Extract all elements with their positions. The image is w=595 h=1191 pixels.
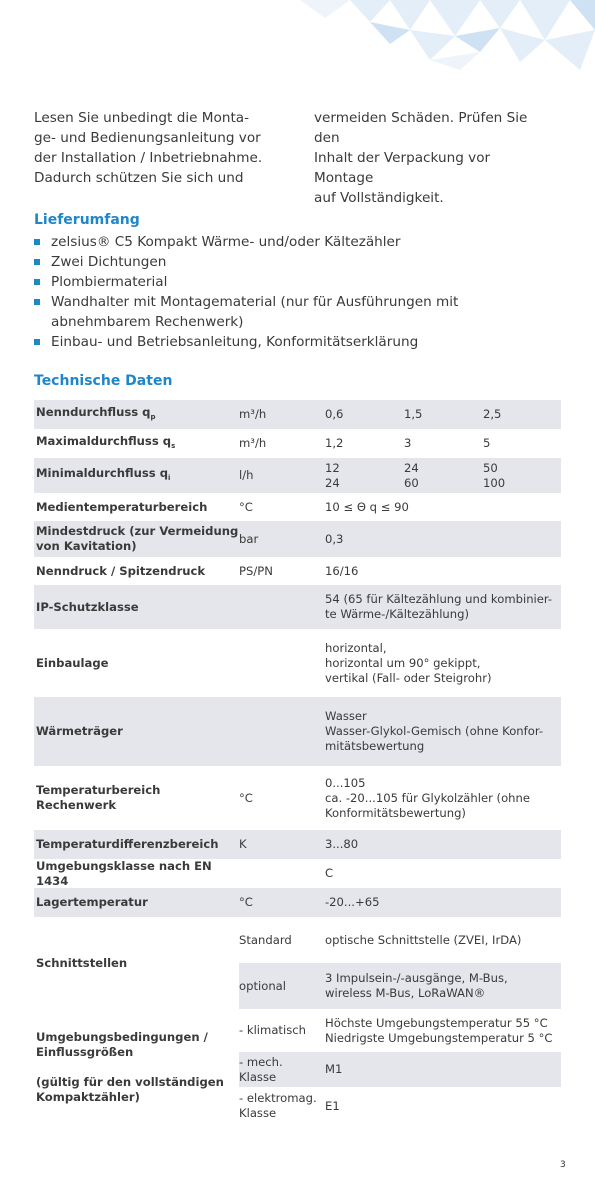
row-unit: - mech. Klasse (239, 1054, 283, 1084)
row-value: 10 ≤ Θ q ≤ 90 (325, 499, 409, 514)
list-item-text: Plombiermaterial (51, 274, 168, 290)
list-item (34, 332, 514, 352)
row-label: Einbaulage (36, 655, 109, 670)
row-unit: optional (239, 978, 286, 993)
intro-paragraph-2: vermeiden Schäden. Prüfen Sie den Inhalt der Verpackung vor Montage auf Vollständigkeit. (314, 110, 528, 206)
row-label: Mindestdruck (zur Vermeidung von Kavitation) (36, 524, 239, 553)
row-value-1: 12 24 (325, 460, 340, 490)
row-unit: °C (239, 790, 253, 805)
group-rows (239, 1009, 561, 1125)
row-value: optische Schnittstelle (ZVEI, IrDA) (325, 932, 522, 947)
table-row-ip-schutzklasse (34, 585, 561, 629)
table-row-nenndurchfluss (34, 400, 561, 429)
table-row-medientemperatur (34, 493, 561, 521)
row-unit: l/h (239, 468, 254, 482)
row-value: 54 (65 für Kältezählung und kombinier- te Wärme-/Kältezählung) (325, 592, 553, 621)
row-value: 0...105 ca. -20...105 für Glykolzähler (ohne Konformitätsbewertung) (325, 775, 531, 820)
table-row-nenndruck (34, 557, 561, 585)
row-value: M1 (325, 1062, 343, 1076)
row-value: -20...+65 (325, 895, 380, 909)
lieferumfang-list (34, 232, 514, 352)
row-value-2: 3 (404, 436, 412, 450)
table-row-klimatisch (239, 1009, 561, 1052)
row-unit: °C (239, 895, 253, 909)
row-value-3: 2,5 (483, 407, 502, 421)
row-value: Höchste Umgebungstemperatur 55 °C Niedrigste Umgebungstemperatur 5 °C (325, 1015, 553, 1045)
table-row-elektromag-klasse (239, 1087, 561, 1125)
row-value-2: 1,5 (404, 407, 423, 421)
row-value-3: 5 (483, 436, 491, 450)
table-row-maximaldurchfluss (34, 429, 561, 458)
table-row-einbaulage (34, 629, 561, 697)
list-item-text: zelsius® C5 Kompakt Wärme- und/oder Kältezähler (51, 234, 401, 250)
row-label: Medientemperaturbereich (36, 499, 208, 514)
row-label: Schnittstellen (36, 955, 128, 970)
row-value: 3...80 (325, 837, 359, 851)
group-rows (239, 917, 561, 1009)
row-unit: m³/h (239, 436, 267, 450)
square-bullet-icon (34, 259, 40, 265)
list-item (34, 272, 514, 292)
row-unit: Standard (239, 932, 292, 947)
intro-column-1 (34, 108, 272, 208)
table-row-temperaturbereich-rechenwerk (34, 766, 561, 830)
row-value-3: 50 100 (483, 460, 506, 490)
table-group-schnittstellen (34, 917, 561, 1009)
square-bullet-icon (34, 239, 40, 245)
intro-column-2 (314, 108, 552, 208)
intro-paragraph-1: Lesen Sie unbedingt die Monta- ge- und Bedienungsanleitung vor der Installation / Inbetriebnahme. Dadurch schützen Sie sich und (34, 110, 263, 186)
list-item-text: Einbau- und Betriebsanleitung, Konformitätserklärung (51, 334, 419, 350)
list-item (34, 232, 514, 252)
table-row-waermetraeger (34, 697, 561, 766)
table-row-minimaldurchfluss (34, 458, 561, 493)
row-unit: bar (239, 531, 259, 546)
row-value: Wasser Wasser-Glykol-Gemisch (ohne Konfor- mitätsbewertung (325, 709, 544, 753)
row-label: Temperaturbereich Rechenwerk (36, 783, 161, 812)
list-item (34, 292, 514, 332)
row-unit: °C (239, 499, 253, 514)
table-row-temperaturdifferenz (34, 830, 561, 859)
table-row-mindestdruck (34, 521, 561, 557)
row-value-1: 1,2 (325, 436, 344, 450)
row-unit: - elektromag. Klasse (239, 1091, 317, 1120)
lieferumfang-heading: Lieferumfang (34, 212, 140, 228)
row-label: Umgebungsbedingungen / Einflussgrößen (gültig für den vollständigen Kompaktzähler) (36, 1029, 224, 1104)
row-value-1: 0,6 (325, 407, 344, 421)
list-item (34, 252, 514, 272)
table-row-standard (239, 917, 561, 963)
intro-text (34, 108, 554, 208)
row-value: 0,3 (325, 531, 344, 546)
row-label: Lagertemperatur (36, 895, 148, 909)
technical-data-table (34, 400, 561, 1125)
row-value: horizontal, horizontal um 90° gekippt, vertikal (Fall- oder Steigrohr) (325, 640, 492, 685)
row-value: C (325, 866, 334, 880)
square-bullet-icon (34, 339, 40, 345)
decorative-triangle-pattern (280, 0, 595, 70)
list-item-text: Wandhalter mit Montagematerial (nur für Ausführungen mit abnehmbarem Rechenwerk) (51, 294, 459, 330)
table-row-mech-klasse (239, 1052, 561, 1087)
table-row-optional (239, 963, 561, 1009)
row-unit: PS/PN (239, 563, 273, 578)
row-label: Maximaldurchfluss $q_s$ (36, 433, 176, 450)
row-value: 3 Impulsein-/-ausgänge, M-Bus, wireless M-Bus, LoRaWAN® (325, 971, 508, 1000)
row-label: Minimaldurchfluss $q_i$ (36, 465, 171, 482)
page-number: 3 (560, 1160, 566, 1170)
row-label: Nenndurchfluss $q_p$ (36, 404, 156, 421)
row-value-2: 24 60 (404, 460, 419, 490)
row-label: IP-Schutzklasse (36, 599, 139, 614)
list-item-text: Zwei Dichtungen (51, 254, 167, 270)
table-row-lagertemperatur (34, 888, 561, 917)
row-unit: - klimatisch (239, 1023, 306, 1037)
row-label: Umgebungsklasse nach EN 1434 (36, 858, 212, 888)
table-group-umgebungsbedingungen (34, 1009, 561, 1125)
row-unit: K (239, 837, 247, 851)
row-unit: m³/h (239, 407, 267, 421)
row-value: E1 (325, 1098, 340, 1113)
square-bullet-icon (34, 279, 40, 285)
row-value: 16/16 (325, 563, 359, 578)
row-label: Temperaturdifferenzbereich (36, 837, 219, 851)
technische-daten-heading: Technische Daten (34, 373, 173, 389)
table-row-umgebungsklasse (34, 859, 561, 888)
row-label: Wärmeträger (36, 724, 123, 738)
square-bullet-icon (34, 299, 40, 305)
row-label: Nenndruck / Spitzendruck (36, 563, 206, 578)
